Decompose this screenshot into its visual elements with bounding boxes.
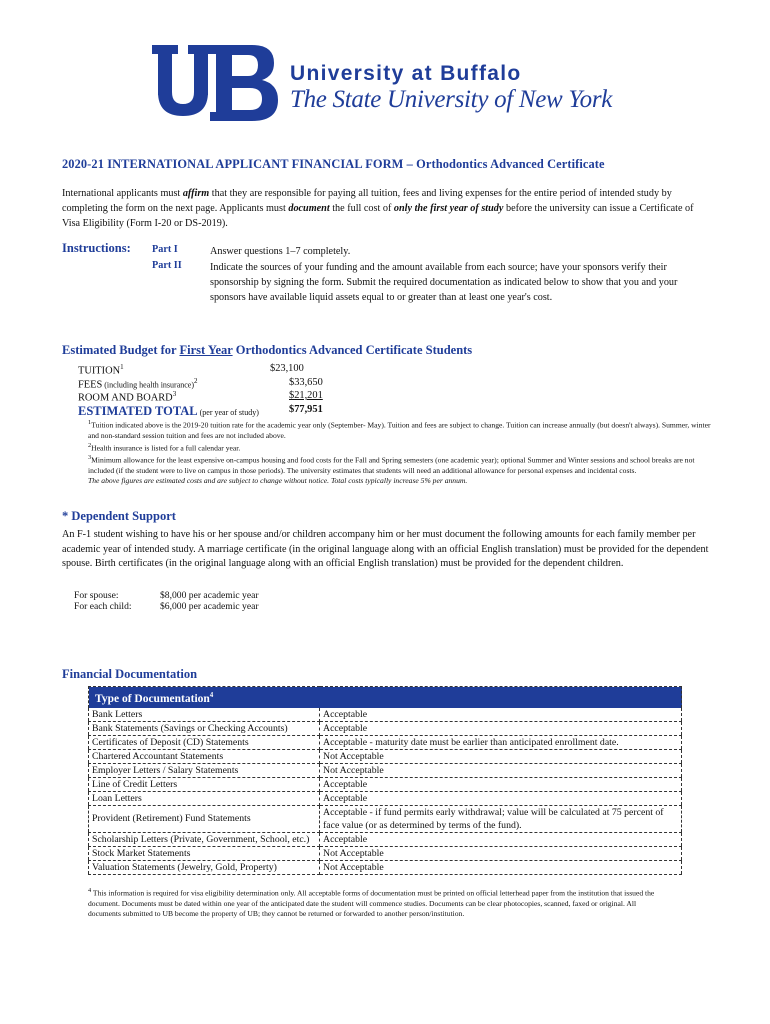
child-value: $6,000 per academic year: [160, 601, 259, 612]
intro-affirm: affirm: [182, 188, 210, 199]
tuition-value: $23,100: [270, 363, 304, 374]
intro-text: International applicants must: [62, 188, 183, 199]
table-row: [89, 777, 682, 791]
footnote-2-text: Health insurance is listed for a full calendar year.: [91, 443, 241, 453]
doc-type: Line of Credit Letters: [89, 777, 320, 791]
intro-only-first-year: only the first year of study: [393, 203, 504, 214]
table-row: [89, 721, 682, 735]
fees-value: $33,650: [289, 377, 323, 388]
table-row: [89, 735, 682, 749]
doc-status: Acceptable - maturity date must be earlier than anticipated enrollment date.: [320, 735, 682, 749]
intro-text: before the university can issue a Certificate of Visa Eligibility (Form I-20 or DS-2019).: [62, 203, 694, 229]
footnote-3-sup: 3: [88, 454, 92, 462]
dependent-text: An F-1 student wishing to have his or her spouse and/or children accompany him or her must document the following amounts for each family member per academic year of intended study. A marriage certificate (in the original language along with an official English translation) must be provided for the dependent spouse. Birth certificates (in the original language along with an official English translation) must be provided for the dependent children.: [62, 529, 709, 569]
fees-text: FEES: [78, 379, 103, 391]
doc-type: Valuation Statements (Jewelry, Gold, Property): [89, 860, 320, 874]
table-row: [89, 846, 682, 860]
doc-type: Chartered Accountant Statements: [89, 749, 320, 763]
tuition-label: [78, 363, 124, 376]
logo-university-name: University at Buffalo: [290, 62, 522, 85]
dependent-heading: * Dependent Support: [62, 509, 176, 523]
room-board-sup: 3: [172, 390, 177, 398]
logo-tagline: The State University of New York: [290, 86, 613, 113]
doc-status: Acceptable: [320, 777, 682, 791]
doc-status: Not Acceptable: [320, 749, 682, 763]
page-title: 2020-21 INTERNATIONAL APPLICANT FINANCIAL FORM – Orthodontics Advanced Certificate: [62, 157, 605, 171]
intro-text: the full cost of: [329, 203, 394, 214]
spouse-label: For spouse:: [74, 590, 119, 601]
ub-logo: [150, 42, 630, 124]
table-header-text: Type of Documentation: [95, 692, 210, 705]
doc-type: Loan Letters: [89, 791, 320, 805]
doc-type: Stock Market Statements: [89, 846, 320, 860]
footnote-1-sup: 1: [88, 419, 92, 426]
doc-type: Bank Statements (Savings or Checking Accounts): [89, 721, 320, 735]
footnote-1: [88, 418, 714, 441]
budget-heading: [62, 343, 472, 358]
docs-footnote-sup: 4: [88, 887, 92, 894]
part-2-text: Indicate the sources of your funding and the amount available from each source; have your sponsors verify their sponsorship by signing the form. Submit the required documentation as indicated below to show that you and your sponsors have available liquid assets equal to or greater than at least one year's cost.: [210, 262, 678, 303]
financial-docs-heading: Financial Documentation: [62, 667, 198, 681]
footnote-disclaimer: The above figures are estimated costs and are subject to change without notice. Total costs typically increase 5% per annum.: [88, 475, 468, 485]
documentation-table: [88, 686, 682, 875]
doc-status: Not Acceptable: [320, 763, 682, 777]
footnote-3: [88, 453, 714, 476]
intro-text: that they are responsible for paying all tuition, fees and living expenses for the entire period of intended study by completing the form on the next page. Applicants must: [62, 188, 672, 214]
tuition-sup: 1: [120, 363, 124, 371]
doc-type: Certificates of Deposit (CD) Statements: [89, 735, 320, 749]
room-board-text: ROOM AND BOARD: [78, 392, 173, 404]
part-2-label: Part II: [152, 260, 182, 271]
spouse-value: $8,000 per academic year: [160, 590, 259, 601]
doc-type: Employer Letters / Salary Statements: [89, 763, 320, 777]
room-board-value: $21,201: [289, 390, 323, 401]
doc-status: Acceptable - if fund permits early withdrawal; value will be calculated at 75 percent of face value (or as determined by terms of the fund).: [320, 805, 682, 832]
table-row: [89, 805, 682, 832]
table-row: [89, 749, 682, 763]
total-note: (per year of study): [197, 408, 259, 417]
table-row: [89, 791, 682, 805]
budget-footnotes: [88, 418, 714, 486]
fees-label: [78, 377, 198, 390]
footnote-2: [88, 441, 714, 454]
ub-logo-mark: [150, 42, 282, 124]
part-1-label: Part I: [152, 244, 178, 255]
doc-status: Acceptable: [320, 721, 682, 735]
doc-type: Scholarship Letters (Private, Government, School, etc.): [89, 832, 320, 846]
intro-document: document: [288, 203, 330, 214]
child-label: For each child:: [74, 601, 132, 612]
total-text: ESTIMATED TOTAL: [78, 404, 198, 418]
table-row: [89, 708, 682, 722]
table-row: [89, 832, 682, 846]
table-header: [89, 687, 682, 708]
instructions-label: Instructions:: [62, 241, 131, 255]
docs-footnote: [88, 886, 668, 919]
budget-heading-post: Orthodontics Advanced Certificate Students: [232, 343, 473, 357]
tuition-text: TUITION: [78, 365, 121, 377]
budget-heading-first-year: First Year: [179, 343, 233, 357]
table-row: [89, 763, 682, 777]
doc-type: Provident (Retirement) Fund Statements: [89, 805, 320, 832]
footnote-3-text: Minimum allowance for the least expensive on-campus housing and food costs for the Fall and Spring semesters (one academic year); optional Summer and Winter sessions and school breaks are not included (if the student were to live on campus in those periods). The university estimates that students will need an additional allowance for personal expenses and incidental costs.: [88, 455, 695, 475]
intro-paragraph: [62, 186, 712, 231]
total-value: $77,951: [289, 404, 323, 415]
doc-type: Bank Letters: [89, 708, 320, 722]
doc-status: Not Acceptable: [320, 860, 682, 874]
doc-status: Acceptable: [320, 791, 682, 805]
part-1-text: Answer questions 1–7 completely.: [210, 246, 351, 257]
doc-status: Not Acceptable: [320, 846, 682, 860]
doc-status: Acceptable: [320, 832, 682, 846]
fees-sup: 2: [194, 377, 198, 385]
table-header-sup: 4: [209, 691, 214, 699]
footnote-2-sup: 2: [88, 441, 92, 449]
doc-status: Acceptable: [320, 708, 682, 722]
footnote-1-text: Tuition indicated above is the 2019-20 tuition rate for the academic year only (September- May). Tuition and fees are subject to change. Tuition can increase annually (but doesn't always). Summer, winter and non-standard session tuition and fees are not included above.: [88, 420, 711, 440]
budget-heading-pre: Estimated Budget for: [62, 343, 180, 357]
fees-note: (including health insurance): [102, 380, 195, 390]
docs-footnote-text: This information is required for visa eligibility determination only. All acceptable forms of documentation must be printed on official letterhead paper from the institution that issued the document. Documents must be dated within one year of the anticipated date the student will commence studies. Documents can be clear photocopies, scanned, faxed or original. All documents submitted to UB become the property of UB; they cannot be returned or forwarded to another person/institution.: [88, 888, 655, 918]
table-row: [89, 860, 682, 874]
